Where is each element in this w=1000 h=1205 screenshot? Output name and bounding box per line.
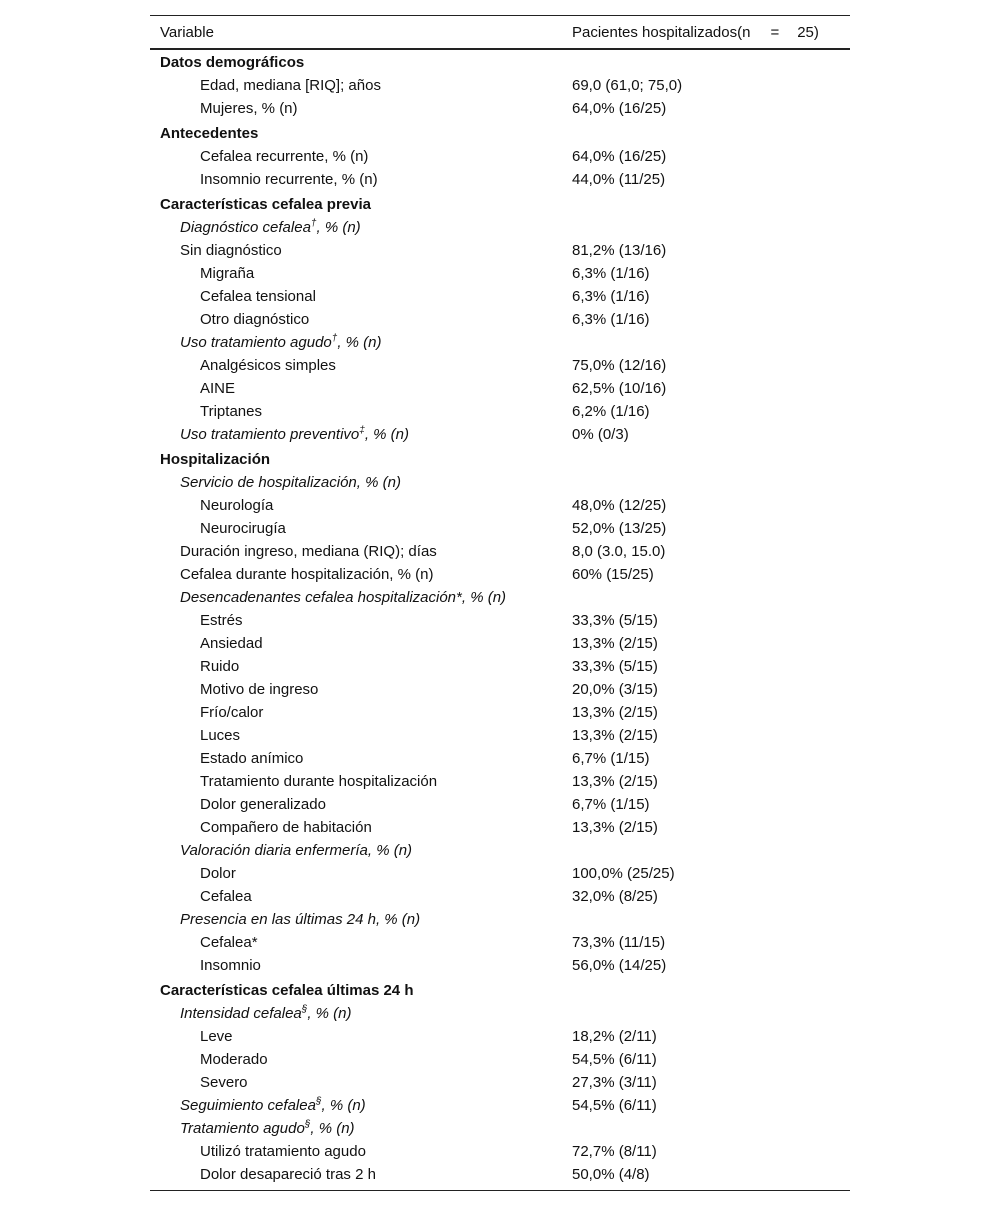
row-label-text: Cefalea recurrente, % (n) [200, 148, 369, 165]
row-label-text: Dolor generalizado [200, 796, 326, 813]
row-label [150, 704, 572, 721]
row-label [150, 171, 572, 188]
row-label [150, 357, 572, 374]
row-label [150, 219, 572, 236]
row-value: 69,0 (61,0; 75,0) [572, 77, 683, 94]
row-label-text: Cefalea* [200, 934, 258, 951]
table-header [150, 16, 850, 50]
table-row [150, 816, 850, 839]
row-label-suffix: , % (n) [321, 1097, 366, 1114]
row-label [150, 934, 572, 951]
row-label [150, 727, 572, 744]
row-value: 100,0% (25/25) [572, 865, 675, 882]
row-label-text: Desencadenantes cefalea hospitalización*, % (n) [180, 589, 507, 606]
row-label [150, 865, 572, 882]
row-label-text: Diagnóstico cefalea [180, 219, 311, 236]
row-value: 62,5% (10/16) [572, 380, 667, 397]
row-label [150, 1120, 572, 1137]
row-label [150, 1074, 572, 1091]
row-value: 0% (0/3) [572, 426, 629, 443]
table-row [150, 308, 850, 331]
row-label-text: Hospitalización [160, 451, 271, 468]
row-label-text: Servicio de hospitalización, % (n) [180, 474, 401, 491]
row-value: 60% (15/25) [572, 566, 654, 583]
row-label-text: Ruido [200, 658, 240, 675]
row-value: 13,3% (2/15) [572, 819, 658, 836]
row-label [150, 612, 572, 629]
table-row [150, 701, 850, 724]
row-value: 13,3% (2/15) [572, 704, 658, 721]
row-label [150, 635, 572, 652]
row-label-text: Sin diagnóstico [180, 242, 282, 259]
table-row [150, 770, 850, 793]
table-row [150, 1163, 850, 1186]
header-group [572, 24, 850, 41]
table-row [150, 885, 850, 908]
row-value: 6,3% (1/16) [572, 288, 650, 305]
row-label [150, 543, 572, 560]
row-label [150, 1028, 572, 1045]
row-value: 52,0% (13/25) [572, 520, 667, 537]
row-label-text: Características cefalea últimas 24 h [160, 982, 414, 999]
table-row [150, 793, 850, 816]
table-row [150, 216, 850, 239]
table-row [150, 908, 850, 931]
row-label [150, 125, 572, 142]
row-label [150, 1005, 572, 1022]
row-label-text: Estado anímico [200, 750, 304, 767]
table-row [150, 471, 850, 494]
row-label [150, 520, 572, 537]
row-label [150, 1051, 572, 1068]
row-value: 20,0% (3/15) [572, 681, 658, 698]
table-row [150, 1117, 850, 1140]
table-row [150, 354, 850, 377]
table-row [150, 632, 850, 655]
row-label-text: Seguimiento cefalea [180, 1097, 316, 1114]
row-label-text: Ansiedad [200, 635, 263, 652]
row-label-text: Neurocirugía [200, 520, 286, 537]
footnote-marker: † [331, 333, 338, 344]
row-label [150, 426, 572, 443]
row-label-text: Tratamiento agudo [180, 1120, 305, 1137]
row-label-text: Datos demográficos [160, 54, 305, 71]
table-row [150, 74, 850, 97]
row-label [150, 589, 572, 606]
table-row [150, 97, 850, 120]
row-label [150, 100, 572, 117]
row-value: 6,7% (1/15) [572, 796, 650, 813]
row-value: 56,0% (14/25) [572, 957, 667, 974]
row-label-text: Moderado [200, 1051, 268, 1068]
data-table [150, 15, 850, 1191]
row-label-text: AINE [200, 380, 236, 397]
row-value: 54,5% (6/11) [572, 1097, 657, 1114]
row-label-text: Frío/calor [200, 704, 264, 721]
row-value: 72,7% (8/11) [572, 1143, 657, 1160]
section-row [150, 122, 850, 145]
row-label-text: Otro diagnóstico [200, 311, 310, 328]
row-label-text: Cefalea tensional [200, 288, 316, 305]
footnote-marker: § [315, 1096, 322, 1107]
table-row [150, 540, 850, 563]
row-label-suffix: , % (n) [310, 1120, 355, 1137]
row-value: 32,0% (8/25) [572, 888, 658, 905]
row-value: 13,3% (2/15) [572, 773, 658, 790]
row-label-text: Uso tratamiento preventivo [180, 426, 360, 443]
table-row [150, 1002, 850, 1025]
row-label [150, 658, 572, 675]
row-label [150, 982, 572, 999]
table-row [150, 609, 850, 632]
row-label-text: Dolor [200, 865, 236, 882]
row-label-text: Migraña [200, 265, 255, 282]
table-body [150, 50, 850, 1190]
header-variable: Variable [160, 23, 214, 41]
row-label-text: Utilizó tratamiento agudo [200, 1143, 366, 1160]
row-label-text: Uso tratamiento agudo [180, 334, 332, 351]
table-row [150, 586, 850, 609]
row-value: 18,2% (2/11) [572, 1028, 657, 1045]
row-value: 33,3% (5/15) [572, 612, 658, 629]
header-n: 25) [797, 23, 819, 41]
row-label-text: Antecedentes [160, 125, 259, 142]
table-row [150, 563, 850, 586]
row-label-text: Cefalea [200, 888, 252, 905]
table-row [150, 1071, 850, 1094]
row-value: 6,3% (1/16) [572, 311, 650, 328]
row-value: 64,0% (16/25) [572, 100, 667, 117]
row-value: 81,2% (13/16) [572, 242, 667, 259]
header-eq: = [770, 23, 780, 41]
row-value: 6,2% (1/16) [572, 403, 650, 420]
row-label [150, 750, 572, 767]
table-row [150, 862, 850, 885]
row-label [150, 54, 572, 71]
row-value: 6,7% (1/15) [572, 750, 650, 767]
row-label-text: Valoración diaria enfermería, % (n) [180, 842, 413, 859]
table-row [150, 377, 850, 400]
table-row [150, 1025, 850, 1048]
row-label-text: Compañero de habitación [200, 819, 372, 836]
table-row [150, 655, 850, 678]
table-row [150, 262, 850, 285]
table-row [150, 168, 850, 191]
row-label-text: Mujeres, % (n) [200, 100, 298, 117]
row-label [150, 196, 572, 213]
row-label-text: Triptanes [200, 403, 262, 420]
row-value: 8,0 (3.0, 15.0) [572, 543, 666, 560]
table-row [150, 494, 850, 517]
row-label [150, 888, 572, 905]
row-value: 13,3% (2/15) [572, 635, 658, 652]
table-row [150, 517, 850, 540]
section-row [150, 448, 850, 471]
row-label-text: Insomnio [200, 957, 261, 974]
table-row [150, 747, 850, 770]
row-label-text: Luces [200, 727, 241, 744]
table-row [150, 839, 850, 862]
row-label-text: Edad, mediana [RIQ]; años [200, 77, 381, 94]
row-label-suffix: , % (n) [364, 426, 410, 443]
row-label-text: Leve [200, 1028, 233, 1045]
row-label-text: Características cefalea previa [160, 196, 371, 213]
row-label [150, 288, 572, 305]
table-row [150, 239, 850, 262]
row-label [150, 796, 572, 813]
table-row [150, 400, 850, 423]
row-label [150, 1143, 572, 1160]
row-value: 50,0% (4/8) [572, 1166, 650, 1183]
row-value: 6,3% (1/16) [572, 265, 650, 282]
row-label-suffix: , % (n) [307, 1005, 352, 1022]
table-row [150, 423, 850, 446]
footnote-marker: § [304, 1119, 311, 1130]
row-label-text: Cefalea durante hospitalización, % (n) [180, 566, 434, 583]
row-value: 27,3% (3/11) [572, 1074, 657, 1091]
row-label-text: Motivo de ingreso [200, 681, 319, 698]
row-label [150, 403, 572, 420]
row-label-text: Analgésicos simples [200, 357, 336, 374]
row-label [150, 819, 572, 836]
table-row [150, 331, 850, 354]
table-row [150, 1140, 850, 1163]
table-row [150, 1094, 850, 1117]
row-label [150, 242, 572, 259]
row-label-text: Tratamiento durante hospitalización [200, 773, 438, 790]
row-label-text: Insomnio recurrente, % (n) [200, 171, 378, 188]
row-label [150, 566, 572, 583]
table-row [150, 931, 850, 954]
section-row [150, 51, 850, 74]
row-label [150, 451, 572, 468]
row-label [150, 957, 572, 974]
row-value: 13,3% (2/15) [572, 727, 658, 744]
row-value: 64,0% (16/25) [572, 148, 667, 165]
header-group-label: Pacientes hospitalizados(n [572, 23, 751, 41]
row-label [150, 334, 572, 351]
row-label-text: Dolor desapareció tras 2 h [200, 1166, 376, 1183]
section-row [150, 193, 850, 216]
section-row [150, 979, 850, 1002]
row-label [150, 773, 572, 790]
table-row [150, 954, 850, 977]
row-label-text: Estrés [200, 612, 243, 629]
row-label [150, 1166, 572, 1183]
row-value: 75,0% (12/16) [572, 357, 667, 374]
row-label-suffix: , % (n) [337, 334, 382, 351]
row-label [150, 842, 572, 859]
row-label [150, 265, 572, 282]
row-label-suffix: , % (n) [316, 219, 361, 236]
table-row [150, 724, 850, 747]
row-label-text: Intensidad cefalea [180, 1005, 302, 1022]
footnote-marker: ‡ [359, 425, 365, 436]
table-row [150, 145, 850, 168]
row-label-text: Severo [200, 1074, 248, 1091]
table-row [150, 1048, 850, 1071]
row-label-text: Presencia en las últimas 24 h, % (n) [180, 911, 421, 928]
row-label [150, 311, 572, 328]
row-label [150, 911, 572, 928]
row-label [150, 380, 572, 397]
table-row [150, 678, 850, 701]
row-value: 73,3% (11/15) [572, 934, 666, 951]
row-label-text: Duración ingreso, mediana (RIQ); días [180, 543, 437, 560]
row-value: 33,3% (5/15) [572, 658, 658, 675]
row-label-text: Neurología [200, 497, 274, 514]
row-label [150, 474, 572, 491]
table-row [150, 285, 850, 308]
row-label [150, 681, 572, 698]
row-value: 44,0% (11/25) [572, 171, 666, 188]
footnote-marker: † [310, 218, 317, 229]
row-label [150, 77, 572, 94]
row-label [150, 148, 572, 165]
footnote-marker: § [301, 1004, 308, 1015]
row-value: 48,0% (12/25) [572, 497, 667, 514]
row-value: 54,5% (6/11) [572, 1051, 657, 1068]
row-label [150, 497, 572, 514]
row-label [150, 1097, 572, 1114]
